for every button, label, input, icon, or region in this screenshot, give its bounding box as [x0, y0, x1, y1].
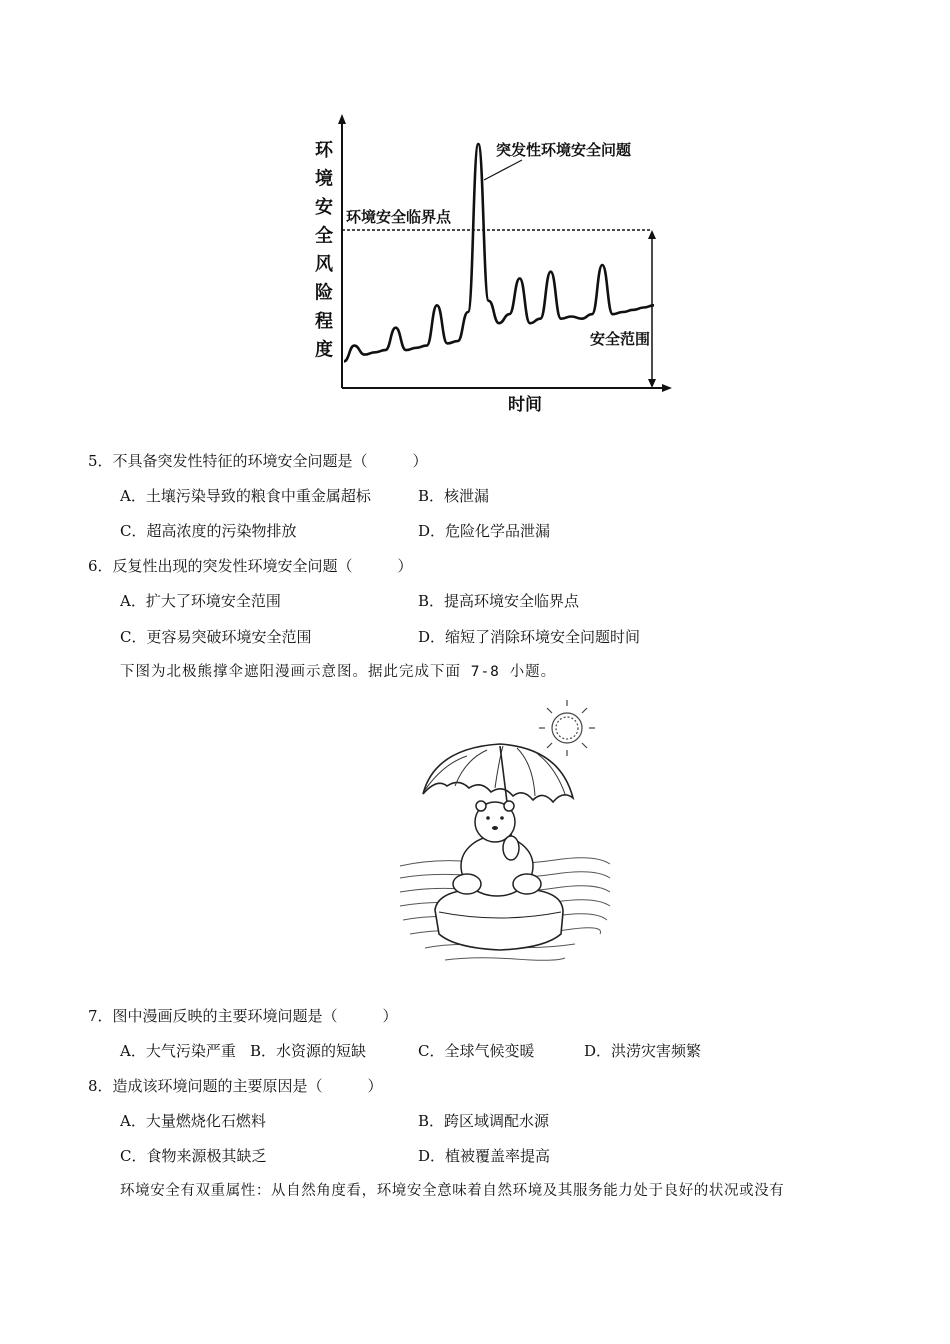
question-5-option-a: A．土壤污染导致的粮食中重金属超标 — [120, 487, 371, 505]
umbrella-canopy — [423, 744, 573, 802]
question-5-option-d: D．危险化学品泄漏 — [418, 522, 551, 540]
x-axis-arrow — [662, 384, 672, 392]
trailing-paragraph: 环境安全有双重属性：从自然角度看，环境安全意味着自然环境及其服务能力处于良好的状况或没有 — [120, 1183, 785, 1199]
x-axis-label: 时间 — [508, 395, 542, 415]
question-6-option-c: C．更容易突破环境安全范围 — [120, 628, 312, 646]
question-7-option-c: C．全球气候变暖 — [418, 1042, 535, 1060]
question-8-stem: 8．造成该环境问题的主要原因是（ ） — [88, 1077, 383, 1095]
question-7-option-d: D．洪涝灾害频繁 — [584, 1042, 702, 1060]
y-axis-label-char: 程 — [315, 311, 333, 332]
peak-label: 突发性环境安全问题 — [496, 141, 632, 159]
peak-pointer — [484, 160, 522, 180]
question-7-option-b: B．水资源的短缺 — [250, 1042, 367, 1060]
y-axis-label-char: 环 — [315, 140, 333, 161]
y-axis-label-char: 险 — [315, 282, 333, 304]
range-arrow-down — [648, 379, 656, 388]
question-6-option-b: B．提高环境安全临界点 — [418, 592, 580, 610]
ice-floe — [435, 890, 563, 950]
intro-7-8: 下图为北极熊撑伞遮阳漫画示意图。据此完成下面 7-8 小题。 — [120, 664, 557, 680]
y-axis-label-char: 度 — [315, 339, 333, 361]
question-8-option-a: A．大量燃烧化石燃料 — [120, 1112, 266, 1130]
question-5-option-b: B．核泄漏 — [418, 487, 490, 505]
y-axis-label-char: 全 — [315, 225, 333, 247]
threshold-label: 环境安全临界点 — [346, 208, 452, 226]
question-8-option-b: B．跨区域调配水源 — [418, 1112, 550, 1130]
y-axis-label-char: 境 — [315, 168, 333, 190]
y-axis-arrow — [338, 114, 346, 124]
question-7-option-a: A．大气污染严重 — [120, 1042, 236, 1060]
question-8-option-d: D．植被覆盖率提高 — [418, 1147, 551, 1165]
y-axis-label-char: 风 — [315, 254, 333, 275]
question-6-option-d: D．缩短了消除环境安全问题时间 — [418, 628, 641, 646]
question-7-stem: 7．图中漫画反映的主要环境问题是（ ） — [88, 1007, 398, 1025]
sun-icon — [539, 700, 595, 756]
y-axis-label — [315, 140, 334, 361]
polar-bear-cartoon — [395, 698, 615, 980]
question-5-stem: 5．不具备突发性特征的环境安全问题是（ ） — [88, 452, 428, 470]
range-label: 安全范围 — [590, 330, 651, 348]
range-arrow-up — [648, 230, 656, 239]
series-line — [344, 144, 654, 361]
question-5-option-c: C．超高浓度的污染物排放 — [120, 522, 297, 540]
y-axis-label-char: 安 — [315, 197, 333, 218]
question-8-option-c: C．食物来源极其缺乏 — [120, 1147, 267, 1165]
risk-chart — [300, 112, 680, 422]
question-6-stem: 6．反复性出现的突发性环境安全问题（ ） — [88, 557, 413, 575]
polar-bear — [453, 801, 541, 896]
question-6-option-a: A．扩大了环境安全范围 — [120, 592, 281, 610]
